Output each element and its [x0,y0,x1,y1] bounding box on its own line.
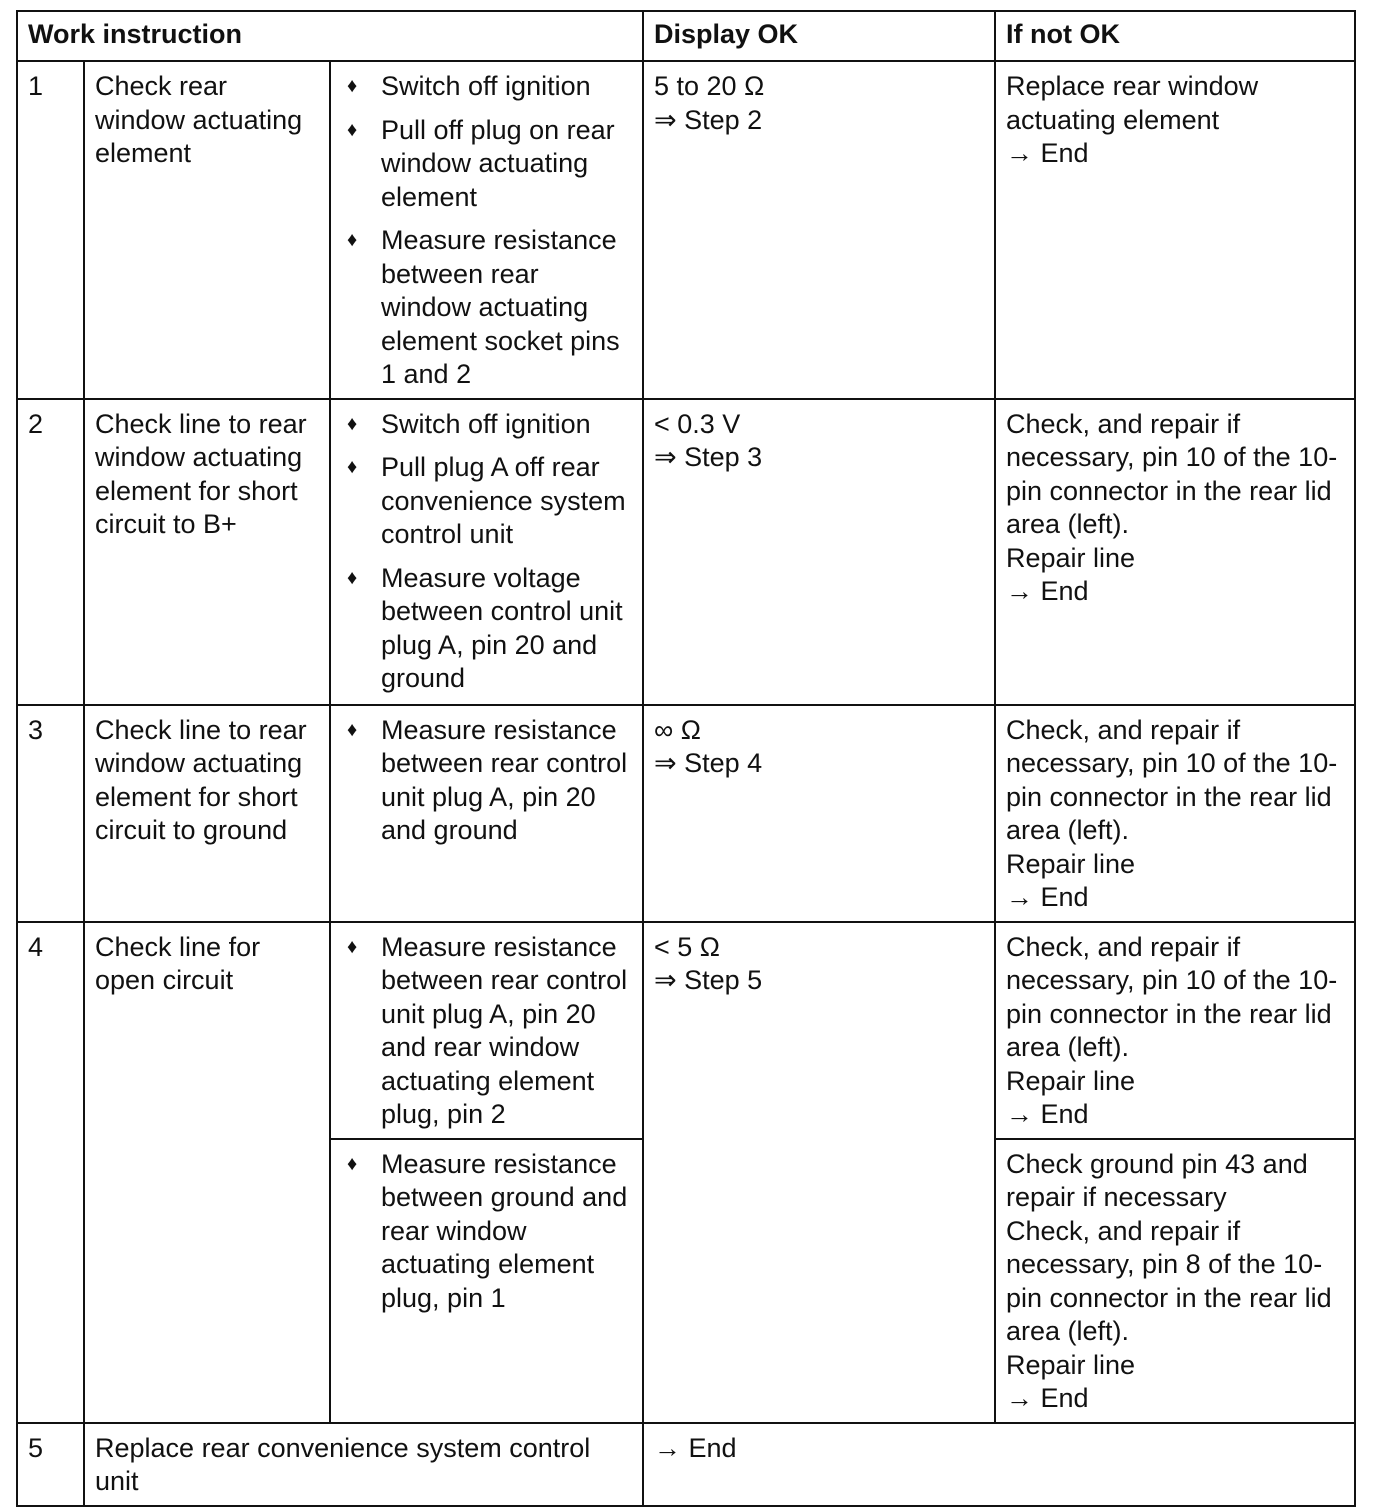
header-work-instruction: Work instruction [17,11,643,61]
if-not-ok-cell [995,922,1355,1139]
step-row-2 [17,399,1355,705]
diamond-bullet-icon: ♦ [347,229,358,251]
if-not-ok-ground: Check ground pin 43 and repair if necessary [1006,1148,1308,1212]
step-number: 3 [17,705,84,922]
diamond-bullet-icon: ♦ [347,935,358,958]
if-not-ok-repair: Repair line [1006,848,1136,879]
if-not-ok-repair: Repair line [1006,1065,1136,1096]
diamond-bullet-icon: ♦ [347,412,358,435]
action-item: ♦ Measure resistance between rear window actuating element socket pins 1 and 2 [347,225,620,389]
step-actions [330,399,643,705]
action-item: ♦ Switch off ignition [341,408,632,442]
step-number: 2 [17,399,84,705]
step-actions [330,61,643,399]
display-ok-cell [643,61,995,399]
display-ok-end: → End [654,1432,737,1463]
diamond-bullet-icon: ♦ [347,456,358,478]
if-not-ok-text: Check, and repair if necessary, pin 8 of the 10-pin connector in the rear lid area (left). [1006,1215,1332,1346]
step-actions [330,922,643,1139]
display-ok-cell [643,922,995,1423]
display-ok-value: < 0.3 V [654,408,741,439]
diamond-bullet-icon: ♦ [347,118,358,141]
if-not-ok-repair: Repair line [1006,542,1136,573]
action-item: ♦ Measure voltage between control unit plug A, pin 20 and ground [347,562,623,693]
display-ok-value: 5 to 20 Ω [654,71,765,101]
diamond-bullet-icon: ♦ [347,718,358,741]
step-actions [330,705,643,922]
display-ok-value: < 5 Ω [654,931,720,962]
if-not-ok-end: → End [1006,882,1089,912]
procedure-table [16,10,1356,1507]
if-not-ok-repair: Repair line [1006,1349,1136,1380]
display-ok-value: ∞ Ω [654,714,701,745]
if-not-ok-end: → End [1006,138,1089,168]
step-title: Check rear window actuating element [84,61,330,399]
if-not-ok-cell [995,399,1355,705]
if-not-ok-cell [995,705,1355,922]
header-display-ok: Display OK [643,11,995,61]
step-title: Replace rear convenience system control unit [84,1423,643,1506]
if-not-ok-cell [995,61,1355,399]
display-ok-cell [643,705,995,922]
display-ok-next: ⇒ Step 3 [654,442,763,472]
if-not-ok-end: → End [1006,576,1089,606]
step-row-3 [17,705,1355,922]
step-actions [330,1139,643,1423]
diamond-bullet-icon: ♦ [347,75,358,97]
if-not-ok-end: → End [1006,1383,1089,1413]
step-number: 1 [17,61,84,399]
step-title: Check line to rear window actuating element for short circuit to ground [84,705,330,922]
if-not-ok-text: Replace rear window actuating element [1006,71,1259,135]
display-ok-cell [643,1423,1355,1506]
action-item: ♦ Measure resistance between ground and rear window actuating element plug, pin 1 [347,1148,628,1313]
header-row [17,11,1355,61]
if-not-ok-text: Check, and repair if necessary, pin 10 of the 10-pin connector in the rear lid area (left). [1006,408,1338,539]
action-item: ♦ Pull plug A off rear convenience system control unit [347,452,626,549]
action-item: ♦ Pull off plug on rear window actuating element [347,114,615,212]
step-row-4a [17,922,1355,1139]
step-number: 4 [17,922,84,1423]
header-if-not-ok: If not OK [995,11,1355,61]
step-row-1 [17,61,1355,399]
step-number: 5 [17,1423,84,1506]
diamond-bullet-icon: ♦ [347,1152,358,1175]
display-ok-cell [643,399,995,705]
step-row-5 [17,1423,1355,1506]
action-item: ♦ Measure resistance between rear control unit plug A, pin 20 and ground [347,714,628,845]
step-title: Check line to rear window actuating element for short circuit to B+ [84,399,330,705]
display-ok-next: ⇒ Step 2 [654,104,763,135]
if-not-ok-text: Check, and repair if necessary, pin 10 of the 10-pin connector in the rear lid area (left). [1006,714,1338,845]
display-ok-next: ⇒ Step 4 [654,748,763,778]
display-ok-next: ⇒ Step 5 [654,965,763,995]
step-title: Check line for open circuit [84,922,330,1423]
diamond-bullet-icon: ♦ [347,566,358,589]
action-item: ♦ Switch off ignition [341,70,632,104]
if-not-ok-text: Check, and repair if necessary, pin 10 of the 10-pin connector in the rear lid area (left). [1006,931,1338,1062]
if-not-ok-end: → End [1006,1099,1089,1129]
action-item: ♦ Measure resistance between rear control unit plug A, pin 20 and rear window actuating element plug, pin 2 [347,931,628,1129]
if-not-ok-cell [995,1139,1355,1423]
